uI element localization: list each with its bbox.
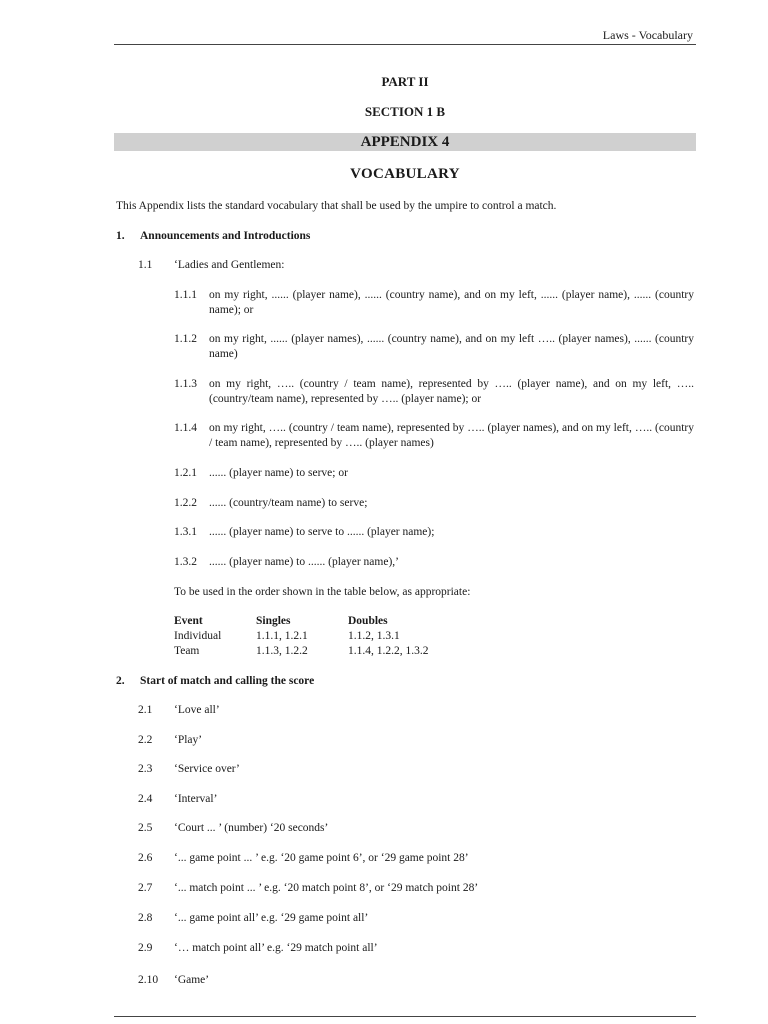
clause-2-5 bbox=[138, 821, 328, 836]
table-cell: 1.1.1, 1.2.1 bbox=[256, 630, 308, 642]
subclause-number: 1.1.3 bbox=[174, 378, 197, 390]
section-number: 1. bbox=[116, 230, 125, 242]
section-title: Start of match and calling the score bbox=[140, 675, 315, 687]
section-2-heading bbox=[116, 674, 314, 689]
table-header-event: Event bbox=[174, 615, 203, 627]
intro-paragraph: This Appendix lists the standard vocabulary that shall be used by the umpire to control a match. bbox=[116, 200, 557, 212]
subclause-text: on my right, ...... (player name), ...... (country name), and on my left, ...... (player name), ...... (country name); or bbox=[209, 289, 694, 316]
subclause-text: ...... (country/team name) to serve; bbox=[209, 497, 368, 509]
subclause-number: 1.1.4 bbox=[174, 422, 197, 434]
table-row bbox=[174, 644, 429, 659]
subclause-number: 1.2.2 bbox=[174, 497, 197, 509]
clause-2-10 bbox=[138, 973, 209, 988]
clause-2-4 bbox=[138, 792, 217, 807]
table-cell: Individual bbox=[174, 630, 222, 642]
subclause-1-1-3 bbox=[174, 377, 694, 407]
subclause-1-1-1 bbox=[174, 288, 694, 318]
header-rule bbox=[114, 44, 696, 45]
clause-2-1 bbox=[138, 703, 220, 718]
clause-number: 2.4 bbox=[138, 793, 153, 805]
subclause-number: 1.1.1 bbox=[174, 289, 197, 301]
clause-2-9 bbox=[138, 941, 378, 956]
subclause-text: ...... (player name) to serve to ...... (player name); bbox=[209, 526, 435, 538]
section-number: 2. bbox=[116, 675, 125, 687]
section-heading: SECTION 1 B bbox=[364, 104, 446, 119]
clause-text: ‘Interval’ bbox=[174, 793, 218, 805]
clause-number: 1.1 bbox=[138, 259, 153, 271]
clause-number: 2.9 bbox=[138, 942, 153, 954]
table-header-row bbox=[174, 614, 429, 629]
subclause-text: on my right, ...... (player names), ...... (country name), and on my left ….. (player names), ...... (country name) bbox=[209, 333, 694, 360]
subclause-number: 1.1.2 bbox=[174, 333, 197, 345]
subclause-1-3-1 bbox=[174, 525, 694, 540]
clause-text: ‘Court ... ’ (number) ‘20 seconds’ bbox=[174, 822, 329, 834]
clause-1-1 bbox=[138, 258, 285, 273]
subclause-number: 1.3.1 bbox=[174, 526, 197, 538]
clause-text: ‘Ladies and Gentlemen: bbox=[174, 259, 285, 271]
subclause-1-3-2 bbox=[174, 555, 694, 570]
table-cell: 1.1.4, 1.2.2, 1.3.2 bbox=[348, 645, 429, 657]
clause-number: 2.5 bbox=[138, 822, 153, 834]
clause-2-3 bbox=[138, 762, 240, 777]
clause-text: ‘... game point ... ’ e.g. ‘20 game point 6’, or ‘29 game point 28’ bbox=[174, 852, 469, 864]
subclause-text: on my right, ….. (country / team name), represented by ….. (player name), and on my left, ….. (country/team name), represented by ….. (player name); or bbox=[209, 378, 694, 405]
part-heading: PART II bbox=[381, 74, 429, 89]
subclause-number: 1.3.2 bbox=[174, 556, 197, 568]
clause-2-7 bbox=[138, 881, 478, 896]
subclause-text: on my right, ….. (country / team name), represented by ….. (player names), and on my left, ….. (country / team name), represented by ….. (player names) bbox=[209, 422, 694, 449]
clause-text: ‘Game’ bbox=[174, 974, 210, 986]
clause-number: 2.10 bbox=[138, 974, 159, 986]
clause-text: ‘… match point all’ e.g. ‘29 match point all’ bbox=[174, 942, 378, 954]
subclause-1-2-1 bbox=[174, 466, 694, 481]
clause-number: 2.6 bbox=[138, 852, 153, 864]
clause-number: 2.8 bbox=[138, 912, 153, 924]
subclause-text: ...... (player name) to serve; or bbox=[209, 467, 348, 479]
running-header-title: Laws - Vocabulary bbox=[602, 28, 693, 42]
footer-rule bbox=[114, 1016, 696, 1017]
table-cell: Team bbox=[174, 645, 200, 657]
clause-number: 2.1 bbox=[138, 704, 153, 716]
document-title: VOCABULARY bbox=[350, 166, 460, 182]
subclause-text: ...... (player name) to ...... (player name),’ bbox=[209, 556, 399, 568]
subclause-1-1-4 bbox=[174, 421, 694, 451]
table-row bbox=[174, 629, 429, 644]
clause-text: ‘... game point all’ e.g. ‘29 game point all’ bbox=[174, 912, 369, 924]
clause-text: ‘... match point ... ’ e.g. ‘20 match point 8’, or ‘29 match point 28’ bbox=[174, 882, 479, 894]
clause-2-8 bbox=[138, 911, 368, 926]
subclause-1-1-2 bbox=[174, 332, 694, 362]
section-1-heading bbox=[116, 229, 310, 244]
clause-2-2 bbox=[138, 733, 202, 748]
subclause-number: 1.2.1 bbox=[174, 467, 197, 479]
clause-number: 2.2 bbox=[138, 734, 153, 746]
clause-number: 2.3 bbox=[138, 763, 153, 775]
section-title: Announcements and Introductions bbox=[140, 230, 311, 242]
table-cell: 1.1.2, 1.3.1 bbox=[348, 630, 400, 642]
table-cell: 1.1.3, 1.2.2 bbox=[256, 645, 308, 657]
order-note: To be used in the order shown in the table below, as appropriate: bbox=[174, 586, 471, 598]
clause-text: ‘Love all’ bbox=[174, 704, 220, 716]
clause-number: 2.7 bbox=[138, 882, 153, 894]
table-header-doubles: Doubles bbox=[348, 615, 388, 627]
clause-text: ‘Service over’ bbox=[174, 763, 240, 775]
subclause-1-2-2 bbox=[174, 496, 694, 511]
table-header-singles: Singles bbox=[256, 615, 291, 627]
vocabulary-order-table bbox=[174, 614, 429, 659]
appendix-banner: APPENDIX 4 bbox=[114, 133, 696, 151]
clause-text: ‘Play’ bbox=[174, 734, 203, 746]
clause-2-6 bbox=[138, 851, 469, 866]
